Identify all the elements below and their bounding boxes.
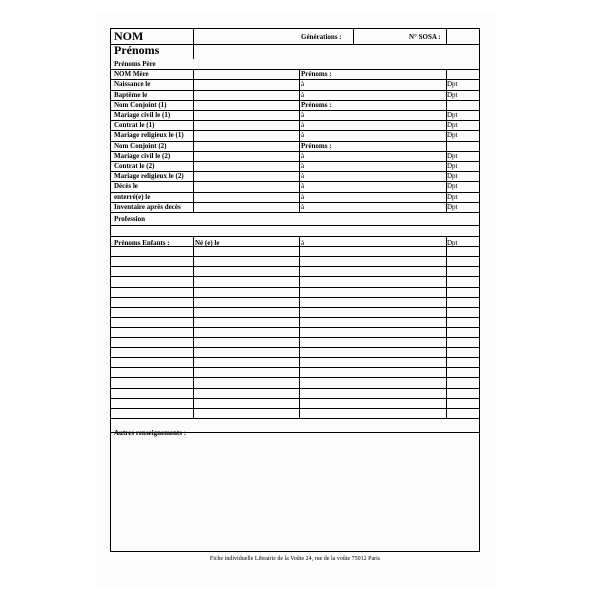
entry-label: Décès le (114, 182, 138, 191)
child-row-line (111, 367, 479, 368)
child-row-line (111, 337, 479, 338)
entry-label: Mariage religieux le (1) (114, 131, 184, 140)
prenoms-label: Prénoms (114, 43, 160, 57)
entry-column-line (446, 69, 447, 212)
entry-column-line (299, 69, 300, 212)
entry-label: Nom Conjoint (2) (114, 141, 167, 150)
children-ne-le-header: Né (e) le (195, 239, 220, 247)
entry-label: Mariage religieux le (2) (114, 172, 184, 181)
nom-label: NOM (114, 29, 144, 43)
child-row-line (111, 307, 479, 308)
entry-a-label: à (301, 121, 305, 130)
entry-a-label: à (301, 131, 305, 140)
footer-text: Fiche individuelle Librairie de la Voûte 24, rue de la voûte 75012 Paris (209, 556, 381, 562)
entry-a-label: à (301, 151, 305, 160)
header-divider (111, 44, 479, 45)
entry-row-line (111, 69, 479, 70)
entry-dpt-label: Dpt (447, 202, 458, 211)
children-a-header: à (301, 239, 305, 247)
entry-row-line (111, 90, 479, 91)
entry-dpt-label: Dpt (447, 192, 458, 201)
entry-label: Contrat le (2) (114, 162, 155, 170)
profession-line (111, 225, 479, 226)
entry-row-line (111, 120, 479, 121)
entry-row-line (111, 181, 479, 182)
entry-label: Inventaire après decès (114, 202, 181, 211)
entry-a-label: à (301, 111, 305, 119)
entry-label: Mariage civil le (2) (114, 151, 171, 160)
entry-dpt-label: Dpt (447, 131, 458, 140)
entry-a-label: à (301, 192, 305, 201)
entry-row-line (111, 192, 479, 193)
autres-label: Autres renseignements : (114, 429, 187, 437)
entry-dpt-label: Dpt (447, 111, 458, 119)
header-col-line (353, 29, 354, 44)
entry-label: Contrat le (1) (114, 121, 155, 130)
entry-label: NOM Mère (114, 70, 149, 79)
entry-row-line (111, 161, 479, 162)
entry-row-line (111, 212, 479, 213)
entry-row-line (111, 79, 479, 80)
child-row-line (111, 408, 479, 409)
profession-label: Profession (114, 215, 145, 223)
child-row-line (111, 347, 479, 348)
child-row-line (111, 327, 479, 328)
profession-line (111, 236, 479, 237)
child-column-line (446, 236, 447, 418)
children-dpt-header: Dpt (447, 239, 458, 247)
entry-a-label: à (301, 172, 305, 181)
child-row-line (111, 398, 479, 399)
genealogy-form (110, 28, 480, 552)
header-col-line (446, 29, 447, 44)
child-row-line (111, 317, 479, 318)
child-column-line (299, 236, 300, 418)
child-row-line (111, 418, 479, 419)
entry-a-label: à (301, 202, 305, 211)
entry-dpt-label: Dpt (447, 162, 458, 170)
entry-dpt-label: Dpt (447, 151, 458, 160)
child-row-line (111, 357, 479, 358)
entry-label: Baptême le (114, 90, 148, 99)
entry-column-line (193, 69, 194, 212)
generations-label: Générations : (301, 33, 342, 41)
entry-dpt-label: Dpt (447, 182, 458, 191)
child-row-line (111, 256, 479, 257)
entry-a-label: à (301, 182, 305, 191)
sosa-label: N° SOSA : (409, 33, 441, 41)
child-row-line (111, 276, 479, 277)
child-row-line (111, 246, 479, 247)
entry-label: enterré(e) le (114, 192, 151, 201)
child-row-line (111, 388, 479, 389)
entry-dpt-label: Dpt (447, 121, 458, 130)
entry-label: Mariage civil le (1) (114, 111, 171, 119)
entry-prenoms-label: Prénoms : (301, 141, 332, 150)
entry-a-label: à (301, 90, 305, 99)
children-prenoms-header: Prénoms Enfants : (114, 239, 170, 247)
child-row-line (111, 266, 479, 267)
child-column-line (193, 236, 194, 418)
child-row-line (111, 287, 479, 288)
entry-label: Naissance le (114, 80, 151, 89)
child-row-line (111, 297, 479, 298)
entry-label: Prénoms Père (114, 60, 156, 68)
entry-a-label: à (301, 80, 305, 89)
entry-a-label: à (301, 162, 305, 170)
child-row-line (111, 377, 479, 378)
entry-dpt-label: Dpt (447, 172, 458, 181)
entry-prenoms-label: Prénoms : (301, 100, 332, 109)
entry-label: Nom Conjoint (1) (114, 100, 167, 109)
entry-dpt-label: Dpt (447, 80, 458, 89)
entry-dpt-label: Dpt (447, 90, 458, 99)
entry-prenoms-label: Prénoms : (301, 70, 332, 79)
header-col-line (193, 29, 194, 59)
